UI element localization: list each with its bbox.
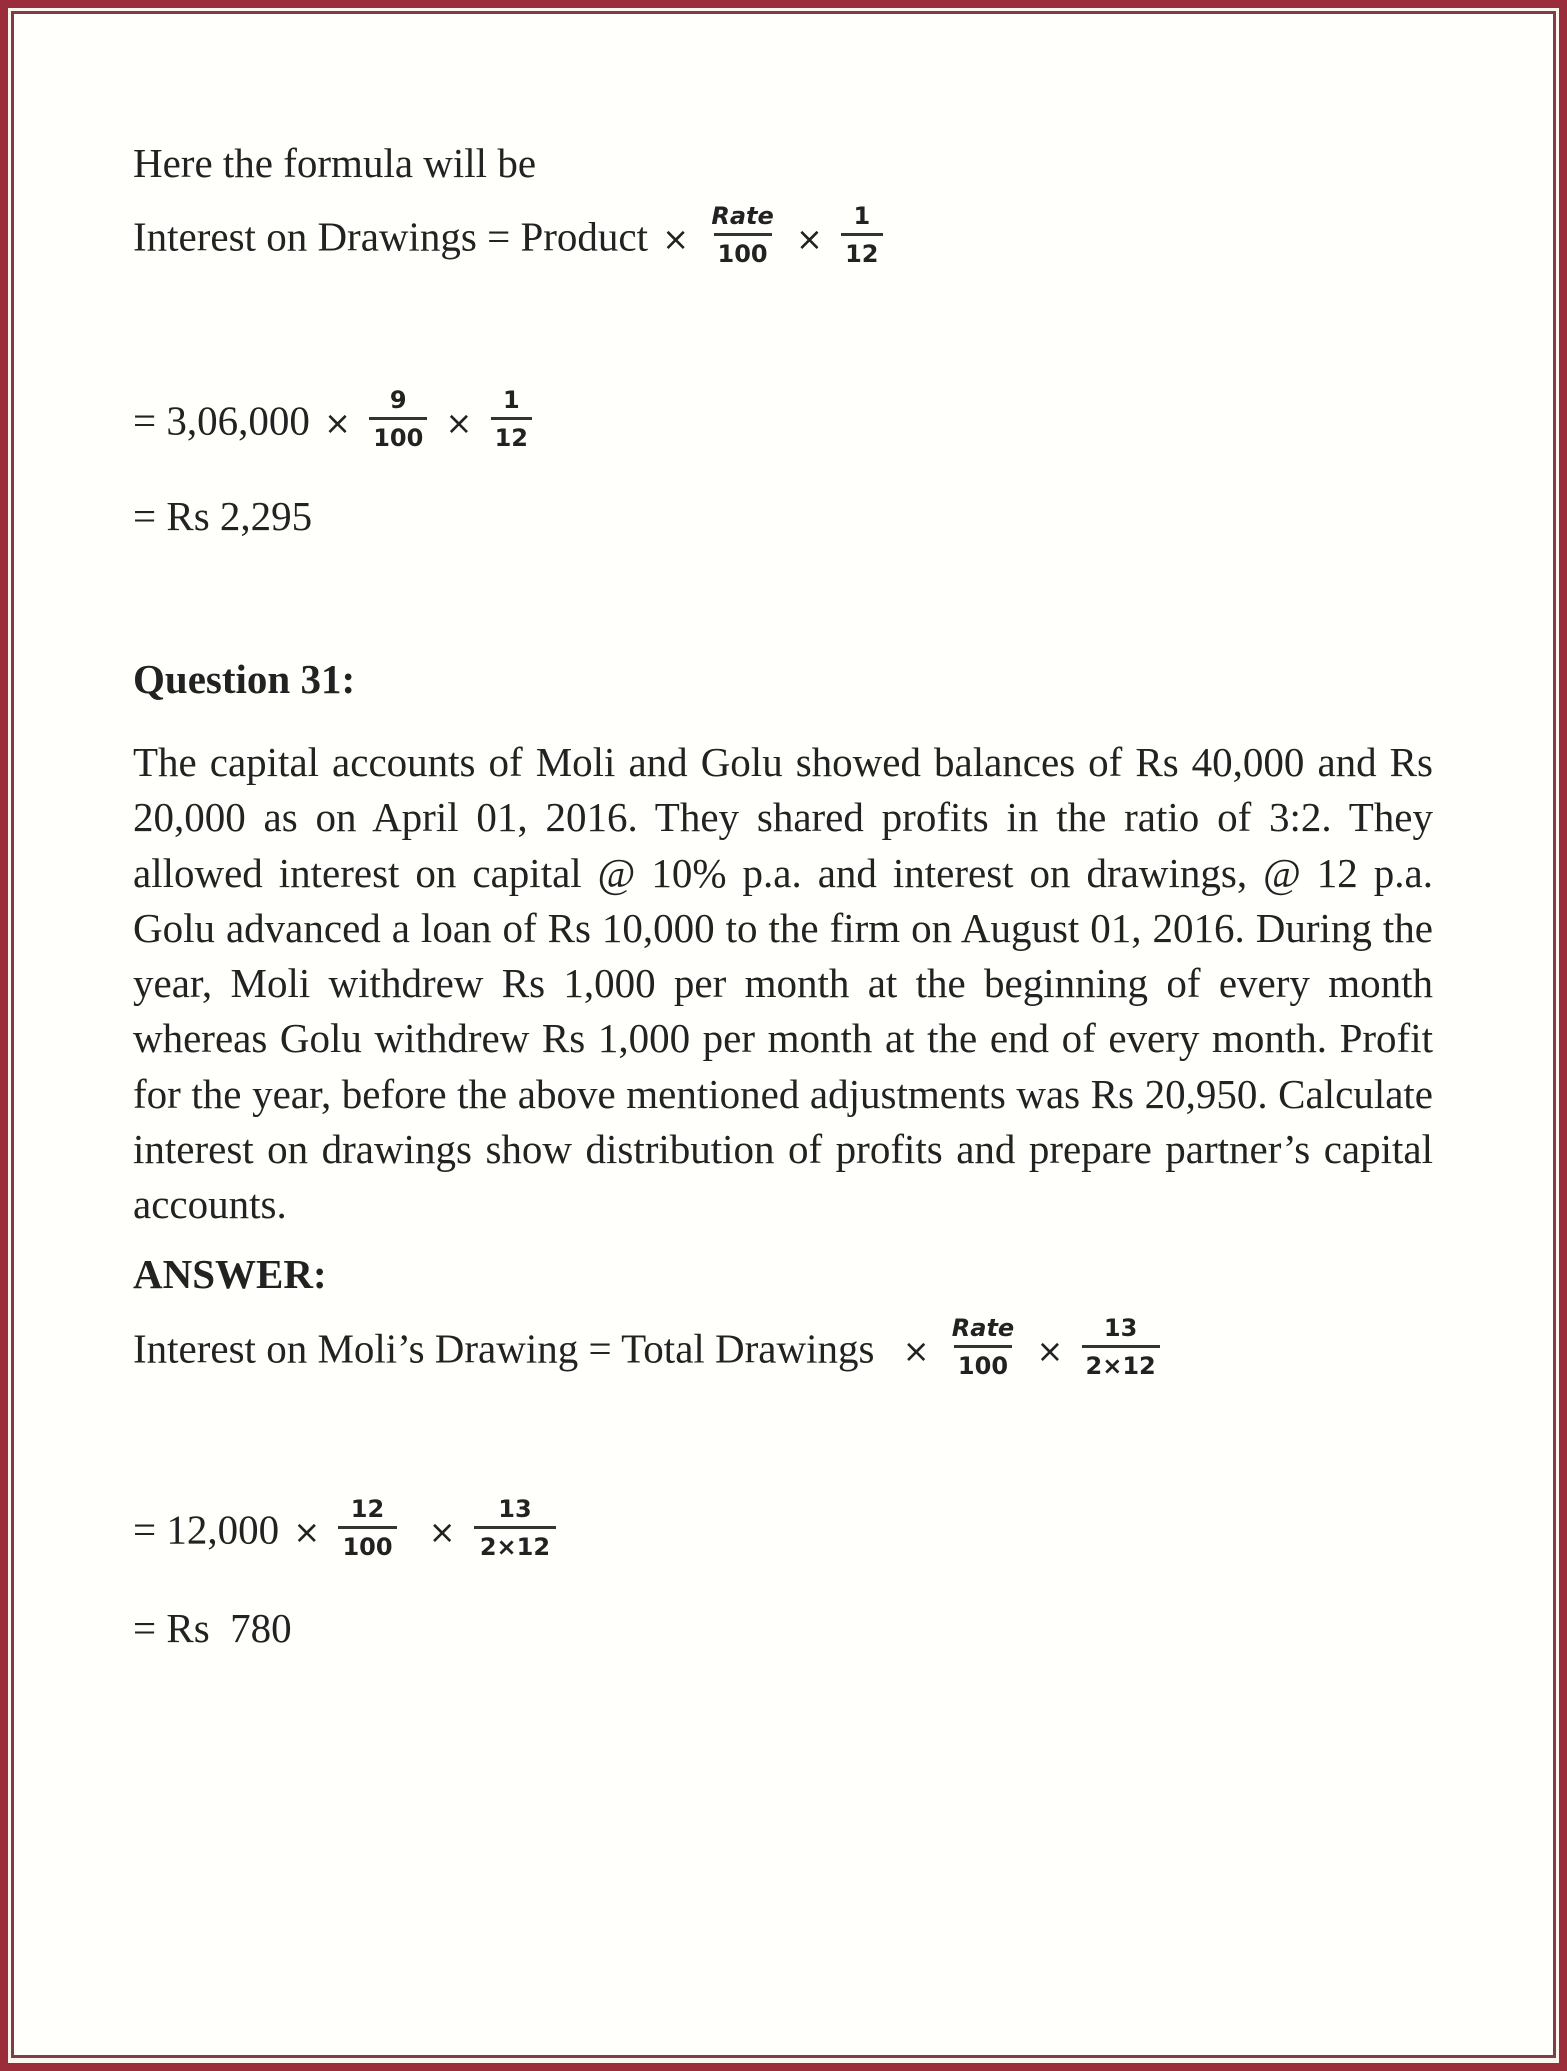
question-body: The capital accounts of Moli and Golu showed balances of Rs 40,000 and Rs 20,000 as on April 01, 2016. They shared profits in the ratio of 3:2. They allowed interest on capital @ 10% p.a. and interest on drawings, @ 12 p.a. Golu advanced a loan of Rs 10,000 to the firm on August 01, 2016. During the year, Moli withdrew Rs 1,000 per month at the beginning of every month whereas Golu withdrew Rs 1,000 per month at the end of every month. Profit for the year, before the above mentioned adjustments was Rs 20,950. Calculate interest on drawings show distribution of profits and prepare partner’s capital accounts.: [133, 739, 1433, 1228]
fraction-rate-100: $\frac{\text{Rate}}{100}$: [711, 202, 774, 268]
times-icon: ×: [902, 1332, 930, 1370]
formula-intro: Here the formula will be: [133, 140, 537, 186]
times-icon: ×: [324, 404, 351, 442]
times-icon: ×: [662, 220, 690, 258]
formula-lhs: Interest on Drawings = Product: [133, 213, 649, 260]
moli-calculation-line: [133, 1495, 560, 1565]
fraction-12-100: $\frac{12}{100}$: [338, 1497, 396, 1559]
moli-interest-formula: [133, 1314, 1164, 1384]
fraction-1-12: $\frac{1}{12}$: [841, 204, 882, 266]
times-icon: ×: [445, 404, 473, 442]
calc-lhs: = 12,000: [133, 1506, 280, 1553]
result-line: = Rs 2,295: [133, 493, 313, 539]
times-icon: ×: [428, 1513, 456, 1551]
calculation-line: [133, 386, 536, 456]
fraction-9-100: $\frac{9}{100}$: [369, 388, 427, 450]
formula-lhs: Interest on Moli’s Drawing = Total Drawings: [133, 1325, 875, 1372]
moli-result-line: = Rs 780: [133, 1605, 292, 1651]
interest-formula: [133, 202, 887, 272]
calc-lhs: = 3,06,000: [133, 397, 310, 444]
times-icon: ×: [293, 1513, 321, 1551]
times-icon: ×: [1036, 1332, 1064, 1370]
fraction-13-2x12: $\frac{13}{2\times 12}$: [474, 1497, 556, 1559]
fraction-rate-100: $\frac{\text{Rate}}{100}$: [951, 1314, 1015, 1380]
question-title: Question 31:: [133, 656, 356, 702]
fraction-1-12: $\frac{1}{12}$: [491, 388, 532, 450]
fraction-13-2x12: $\frac{13}{2\times 12}$: [1082, 1316, 1160, 1378]
times-icon: ×: [796, 220, 823, 258]
answer-title: ANSWER:: [133, 1251, 327, 1297]
